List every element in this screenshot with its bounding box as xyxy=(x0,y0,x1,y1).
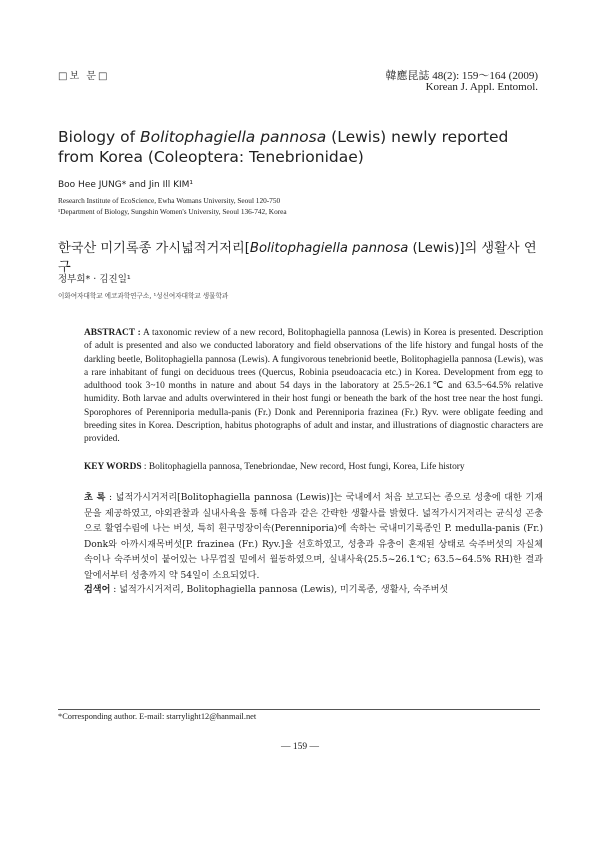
footnote-divider xyxy=(58,709,540,710)
authors: Boo Hee JUNG* and Jin Ill KIM¹ xyxy=(58,180,194,190)
affiliation-2: ¹Department of Biology, Sungshin Women's University, Seoul 136-742, Korea xyxy=(58,207,287,216)
english-title-suffix: (Lewis) newly reported from Korea (Coleoptera: Tenebrionidae) xyxy=(58,128,509,166)
korean-title-species: Bolitophagiella pannosa xyxy=(249,241,409,256)
english-title-prefix: Biology of xyxy=(58,128,141,146)
korean-title-suffix: (Lewis)]의 생활사 연구 xyxy=(58,241,537,275)
keywords xyxy=(84,461,543,474)
abstract-label: ABSTRACT : xyxy=(84,328,141,338)
page-number: — 159 — xyxy=(281,742,319,752)
english-title xyxy=(58,127,538,167)
korean-affiliation: 이화여자대학교 에코과학연구소, ¹성신여자대학교 생물학과 xyxy=(58,292,229,300)
korean-abstract xyxy=(84,490,543,585)
korean-abstract-label: 초 록 xyxy=(84,492,106,503)
korean-authors: 정부희* · 김진일¹ xyxy=(58,274,131,285)
korean-title-prefix: 한국산 미기록종 가시넓적거저리[ xyxy=(58,241,250,256)
journal-citation: 韓應昆誌 48(2): 159～164 (2009) xyxy=(385,70,538,82)
abstract-text: A taxonomic review of a new record, Bolitophagiella pannosa (Lewis) in Korea is presented. Description of adult is presented and also we conducted laboratory and field observations of the life history and fungal hosts of the darkling beetle, Bolitophagiella pannosa (Lewis). A fungivorous tenebrionid beetle, Bolitophagiella pannosa (Lewis), was a rare inhabitant of fungi on deciduous trees (Quercus, Robinia pseudoacacia etc.) in Korea. Development from egg to adulthood took 3~10 months in nature and about 54 days in the laboratory at 25.5~26.1℃ and 63.5~64.5% relative humidity. Both larvae and adults overwintered in their host fungi or beneath the bark of the host tree near the host fungi. Sporophores of Perenniporia medulla-panis (Fr.) Donk and Perenniporia frazinea (Fr.) Ryv. were obligate feeding and breeding sites in Korea. Description, habitus photographs of adult and instar, and illustrations of diagnostic characters are provided. xyxy=(84,328,544,445)
korean-title xyxy=(58,237,548,275)
abstract xyxy=(84,327,543,447)
korean-keywords-text: : 넓적가시거저리, Bolitophagiella pannosa (Lewis), 미기록종, 생활사, 숙주버섯 xyxy=(113,585,449,595)
affiliation-1: Research Institute of EcoScience, Ewha Womans University, Seoul 120-750 xyxy=(58,196,281,205)
section-label: □보 문□ xyxy=(58,71,110,82)
corresponding-author-footnote: *Corresponding author. E-mail: starrylight12@hanmail.net xyxy=(58,712,257,721)
korean-keywords-label: 검색어 xyxy=(84,584,111,595)
english-title-species: Bolitophagiella pannosa xyxy=(140,128,327,146)
keywords-label: KEY WORDS xyxy=(84,462,142,472)
journal-name: Korean J. Appl. Entomol. xyxy=(425,81,538,93)
korean-keywords xyxy=(84,583,543,597)
keywords-text: : Bolitophagiella pannosa, Tenebriondae, New record, Host fungi, Korea, Life history xyxy=(143,462,465,472)
korean-abstract-text: : 넓적가시거저리[Bolitophagiella pannosa (Lewis)]는 국내에서 처음 보고되는 종으로 성충에 대한 기재문을 제공하였고, 야외관찰과 실내사육을 통해 다음과 같은 간략한 생활사를 밝혔다. 넓적가시거저리는 균식성 곤충으로 활엽수림에 나는 버섯, 특히 흰구멍장이속(Perenniporia)에 속하는 국내미기록종인 P. medulla-panis (Fr.) Donk와 아까시재목버섯[P. frazinea (Fr.) Ryv.]을 선호하였고, 성충과 유충이 혼재된 상태로 숙주버섯의 자실체 속이나 숙주버섯이 붙어있는 나무껍질 밑에서 월동하였으며, 실내사육(25.5~26.1℃; 63.5~64.5% RH)한 결과 알에서부터 성충까지 약 54일이 소요되었다. xyxy=(84,493,543,581)
